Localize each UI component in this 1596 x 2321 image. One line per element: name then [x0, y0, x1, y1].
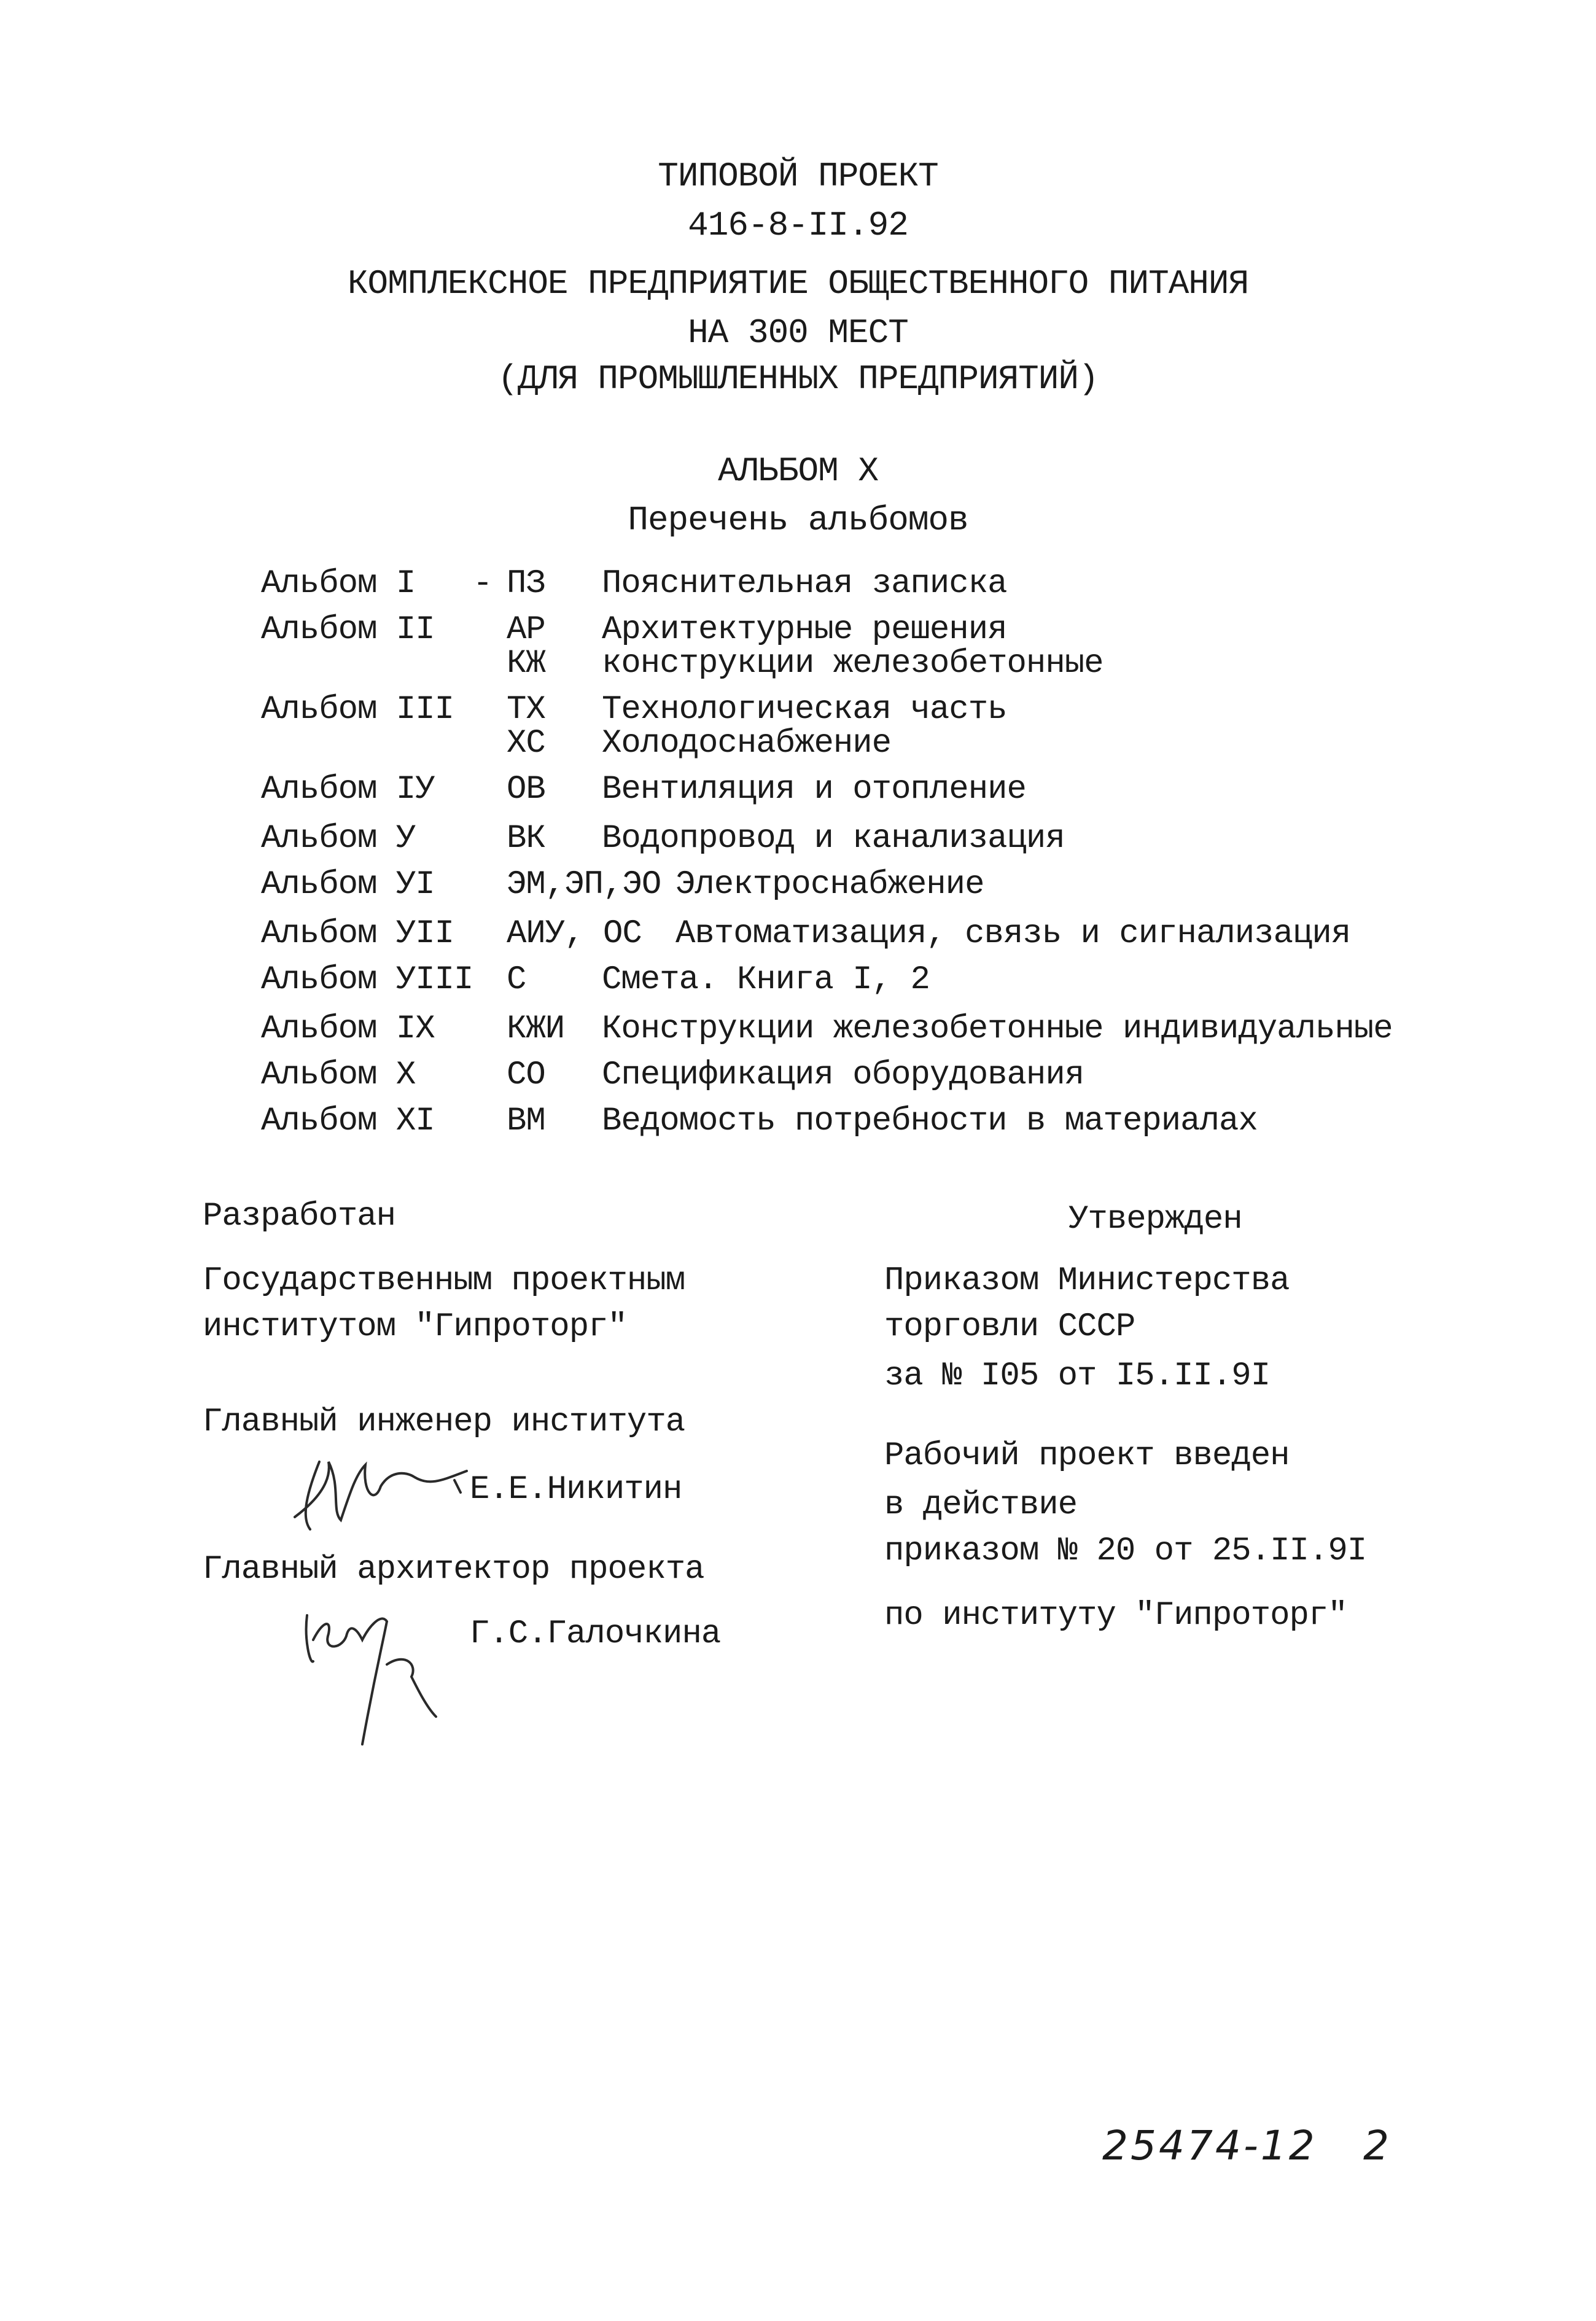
chief-engineer-signature [282, 1413, 479, 1535]
project-purpose: (ДЛЯ ПРОМЫШЛЕННЫХ ПРЕДПРИЯТИЙ) [497, 359, 1099, 399]
album-desc: Вентиляция и отопление [602, 771, 1026, 808]
album-desc: Ведомость потребности в материалах [602, 1102, 1258, 1140]
album-name: Альбом XI [261, 1102, 435, 1140]
album-code: ОВ [507, 771, 545, 808]
chief-architect-title: Главный архитектор проекта [203, 1551, 704, 1588]
album-code: АИУ, ОС [507, 915, 642, 953]
chief-engineer-name: Е.Е.Никитин [470, 1471, 682, 1508]
album-name: Альбом IУ [261, 771, 435, 808]
project-capacity: НА 300 МЕСТ [688, 313, 908, 353]
album-desc: Технологическая часть [602, 691, 1007, 728]
approved-line5: в действие [884, 1486, 1078, 1524]
approved-line4: Рабочий проект введен [884, 1437, 1290, 1475]
album-name: Альбом II [261, 611, 435, 649]
album-code: АР [507, 611, 545, 649]
doc-type-title: ТИПОВОЙ ПРОЕКТ [658, 157, 938, 196]
album-code-2: КЖ [507, 645, 545, 682]
developed-label: Разработан [203, 1198, 396, 1235]
album-name: Альбом X [261, 1056, 416, 1094]
album-code: ВМ [507, 1102, 545, 1140]
album-code: ВК [507, 820, 545, 857]
approved-line2: торговли СССР [884, 1308, 1135, 1346]
developer-org-line2: институтом "Гипроторг" [203, 1308, 627, 1346]
album-list-title: Перечень альбомов [628, 501, 968, 540]
chief-architect-signature [295, 1560, 454, 1757]
approved-label: Утвержден [1069, 1201, 1242, 1238]
album-desc: Электроснабжение [675, 866, 984, 903]
album-desc-2: Холодоснабжение [602, 725, 892, 762]
album-code: ТХ [507, 691, 545, 728]
album-name: Альбом УIII [261, 961, 473, 999]
album-name: Альбом У [261, 820, 416, 857]
album-dash: - [473, 565, 492, 603]
page-number: 2 [1363, 2122, 1392, 2169]
album-code: КЖИ [507, 1010, 565, 1048]
chief-architect-name: Г.С.Галочкина [470, 1615, 721, 1653]
album-code-2: ХС [507, 725, 545, 762]
album-desc: Архитектурные решения [602, 611, 1007, 649]
album-desc: Автоматизация, связь и сигнализация [675, 915, 1351, 953]
album-desc: Водопровод и канализация [602, 820, 1065, 857]
album-desc: Спецификация оборудования [602, 1056, 1084, 1094]
project-name: КОМПЛЕКСНОЕ ПРЕДПРИЯТИЕ ОБЩЕСТВЕННОГО ПИТАНИЯ [347, 264, 1249, 303]
album-desc: Конструкции железобетонные индивидуальные [602, 1010, 1393, 1048]
chief-engineer-title: Главный инженер института [203, 1403, 685, 1441]
approved-line1: Приказом Министерства [884, 1262, 1290, 1300]
album-name: Альбом IX [261, 1010, 435, 1048]
album-name: Альбом УI [261, 866, 435, 903]
approved-line3: за № I05 от I5.II.9I [884, 1357, 1271, 1395]
album-code: ЭМ,ЭП,ЭО [507, 866, 661, 903]
album-desc: Смета. Книга I, 2 [602, 961, 930, 999]
album-name: Альбом III [261, 691, 454, 728]
doc-number: 25474-12 [1102, 2122, 1317, 2169]
album-desc-2: конструкции железобетонные [602, 645, 1104, 682]
developer-org-line1: Государственным проектным [203, 1262, 685, 1300]
album-code: ПЗ [507, 565, 545, 603]
album-code: СО [507, 1056, 545, 1094]
album-name: Альбом I [261, 565, 416, 603]
approved-line6: приказом № 20 от 25.II.9I [884, 1532, 1367, 1570]
album-title: АЛЬБОМ X [718, 451, 878, 491]
approved-line7: по институту "Гипроторг" [884, 1597, 1347, 1634]
album-code: С [507, 961, 526, 999]
project-number: 416-8-II.92 [688, 206, 908, 245]
album-desc: Пояснительная записка [602, 565, 1007, 603]
album-name: Альбом УII [261, 915, 454, 953]
